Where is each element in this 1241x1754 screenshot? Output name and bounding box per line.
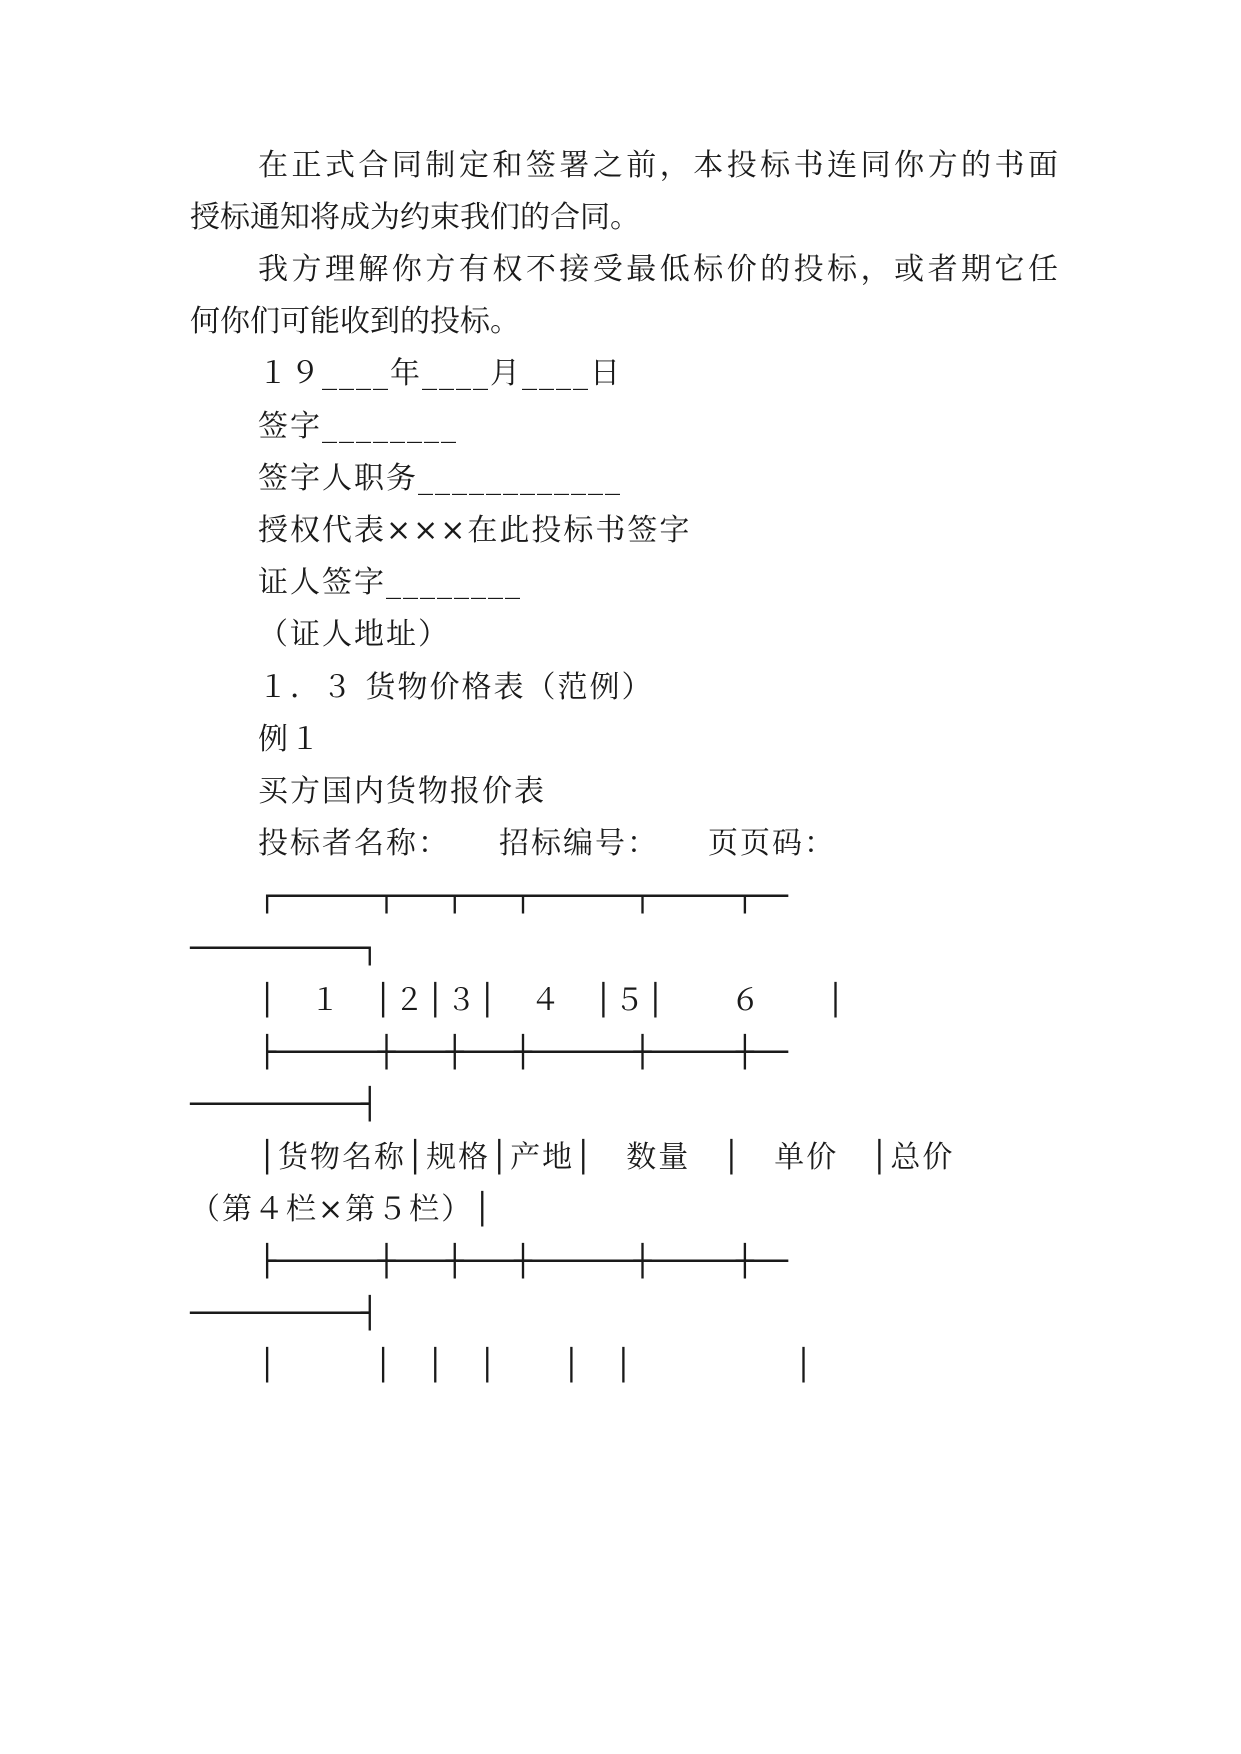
paragraph-2-line-1: 我方理解你方有权不接受最低标价的投标，或者期它任 (258, 252, 1058, 287)
table-divider: ├──────┼───┼───┼──────┼─────┼── (258, 1035, 787, 1070)
table-header-row-wrap: （第４栏×第５栏）│ (190, 1192, 494, 1227)
date-line: １９____年____月____日 (258, 356, 622, 391)
table-title: 买方国内货物报价表 (258, 774, 546, 809)
paragraph-1-line-1: 在正式合同制定和签署之前，本投标书连同你方的书面 (258, 148, 1058, 183)
table-top-border-wrap: ──────────┐ (190, 931, 378, 966)
table-numbers-row: │ １ │２│３│ ４ │５│ ６ │ (258, 983, 847, 1018)
signature-line: 签字________ (258, 409, 458, 444)
signer-title-line: 签字人职务____________ (258, 461, 622, 496)
authorization-line: 授权代表×××在此投标书签字 (258, 513, 692, 548)
table-divider: ├──────┼───┼───┼──────┼─────┼── (258, 1244, 787, 1279)
paragraph-1-line-2: 授标通知将成为约束我们的合同。 (190, 200, 640, 235)
table-top-border: ┌──────┬───┬───┬──────┬─────┬── (258, 879, 787, 914)
witness-address-line: （证人地址） (258, 617, 450, 652)
paragraph-2-line-2: 何你们可能收到的投标。 (190, 304, 520, 339)
table-header-row: │货物名称│规格│产地│ 数量 │ 单价 │总价 (258, 1140, 955, 1175)
section-heading: １．３ 货物价格表（范例） (258, 670, 654, 705)
witness-signature-line: 证人签字________ (258, 565, 522, 600)
table-divider-wrap: ──────────┤ (190, 1296, 378, 1331)
table-empty-row: │ │ │ │ │ │ │ (258, 1348, 815, 1383)
table-divider-wrap: ──────────┤ (190, 1087, 378, 1122)
form-header: 投标者名称： 招标编号： 页页码： (258, 826, 836, 861)
example-label: 例１ (258, 722, 322, 757)
